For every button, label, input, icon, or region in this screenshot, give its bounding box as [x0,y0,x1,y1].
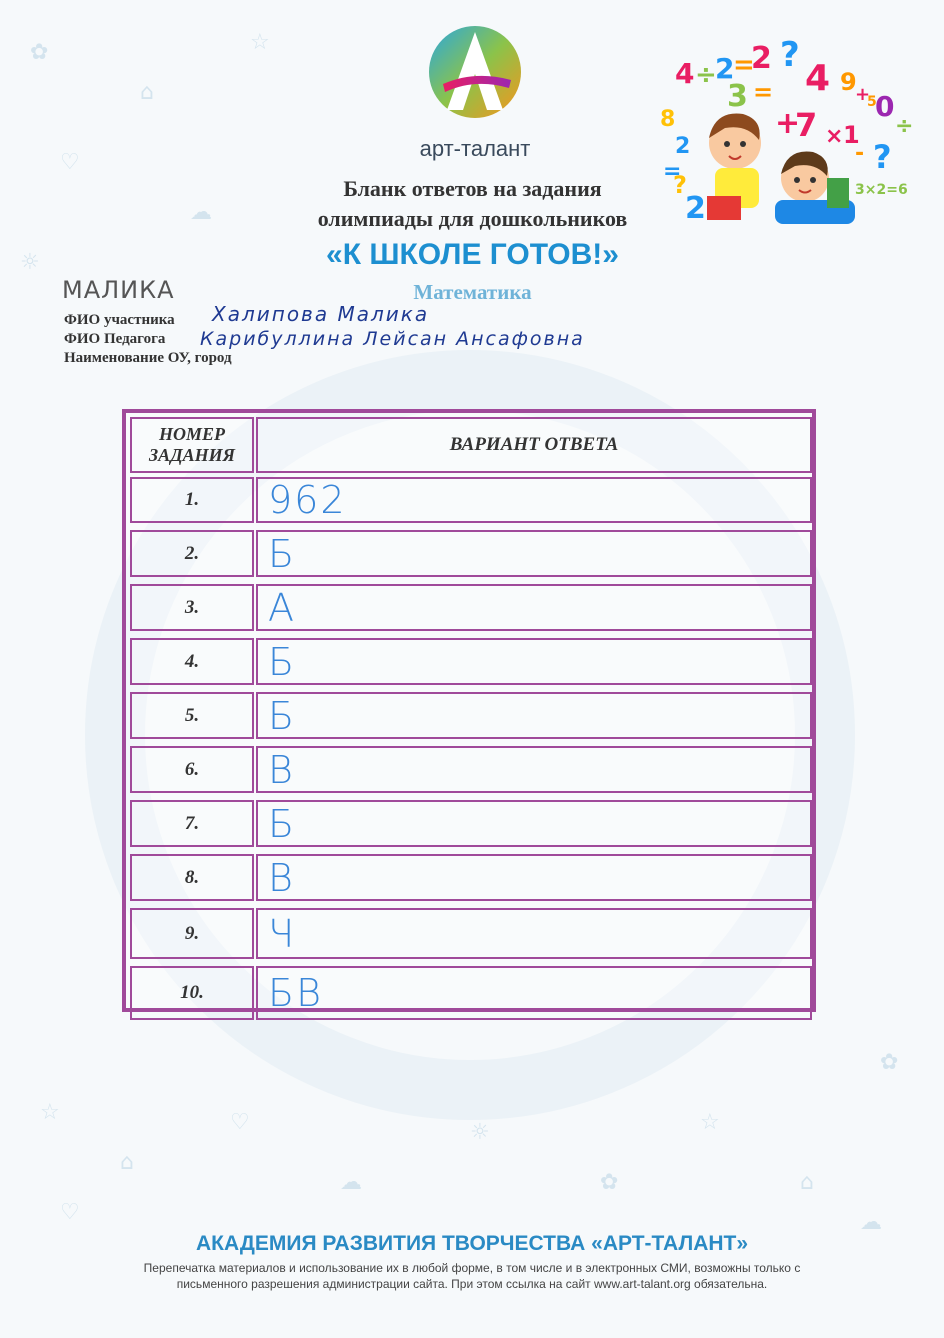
answer-cell: Б [256,530,812,577]
math-symbol: ÷ [895,114,914,139]
flower-doodle-icon: ✿ [600,1170,619,1195]
math-kids-illustration [655,28,920,233]
house-doodle-icon: ⌂ [140,80,154,105]
task-number-cell: 2. [130,530,254,577]
math-symbol: - [855,141,865,166]
form-title-line2: олимпиады для дошкольников [317,206,628,231]
footer-copyright-note [95,1260,849,1292]
answer-cell: Б [256,638,812,685]
school-label: Наименование ОУ, город [64,350,232,366]
star-doodle-icon: ☆ [250,30,270,55]
house-doodle-icon: ⌂ [800,1170,814,1195]
footer-note-line2: письменного разрешения администрации сайта. При этом ссылка на сайт www.art-talant.org обязательна. [176,1277,768,1291]
math-symbol: 2 [675,134,691,159]
math-symbol: 9 [840,68,857,96]
participant-nickname: МАЛИКА [62,276,175,304]
task-number-cell: 3. [130,584,254,631]
answer-cell: В [256,746,812,793]
math-symbol: 3×2=6 [855,182,908,198]
form-title-line1: Бланк ответов на задания [343,176,602,201]
flower-doodle-icon: ✿ [880,1050,899,1075]
answer-table [122,409,816,1015]
heart-doodle-icon: ♡ [60,1200,80,1225]
task-number-cell: 1. [130,477,254,523]
column-header-answer: ВАРИАНТ ОТВЕТА [256,417,812,473]
answer-cell: Б [256,800,812,847]
math-symbol: ? [873,138,892,176]
math-symbol: 4 [675,57,695,90]
sun-doodle-icon: ☼ [20,250,40,275]
star-doodle-icon: ☆ [700,1110,720,1135]
math-symbol: 2 [715,52,735,85]
math-symbol: 8 [660,107,676,132]
answer-cell: БВ [256,966,812,1020]
sun-doodle-icon: ☼ [470,1120,490,1145]
math-symbol: ? [673,171,687,199]
math-symbol: 4 [805,58,831,99]
math-symbol: × [825,124,844,149]
math-symbol: ? [780,35,800,75]
math-symbol: + [775,106,801,141]
math-symbol: = [663,159,682,184]
cloud-doodle-icon: ☁ [190,200,212,225]
answer-cell: 962 [256,477,812,523]
math-symbol: 5 [867,94,877,110]
subject-title: Математика [413,280,532,304]
art-talant-logo-icon [425,22,525,122]
heart-doodle-icon: ♡ [230,1110,250,1135]
footer-academy-title: АКАДЕМИЯ РАЗВИТИЯ ТВОРЧЕСТВА «АРТ-ТАЛАНТ» [195,1232,749,1255]
house-doodle-icon: ⌂ [120,1150,134,1175]
teacher-name-label: ФИО Педагога [64,331,166,347]
participant-name-value: Халипова Малика [212,302,430,326]
answer-cell: А [256,584,812,631]
logo-wordmark: арт-талант [419,136,531,161]
task-number-cell: 4. [130,638,254,685]
task-number-cell: 7. [130,800,254,847]
math-symbol: + [855,84,871,105]
math-symbol: = [733,50,755,80]
task-number-cell: 8. [130,854,254,901]
task-number-cell: 6. [130,746,254,793]
heart-doodle-icon: ♡ [60,150,80,175]
cloud-doodle-icon: ☁ [340,1170,362,1195]
task-number-cell: 9. [130,908,254,959]
math-symbol: ÷ [695,60,717,90]
olympiad-title: «К ШКОЛЕ ГОТОВ!» [326,238,619,271]
cloud-doodle-icon: ☁ [860,1210,882,1235]
answer-cell: Ч [256,908,812,959]
teacher-name-value: Карибуллина Лейсан Ансафовна [200,328,585,350]
answer-cell: В [256,854,812,901]
flower-doodle-icon: ✿ [30,40,49,65]
math-symbol: 7 [795,106,818,144]
footer-note-line1: Перепечатка материалов и использование их в любой форме, в том числе и в электронных СМИ, возможны только с [143,1261,801,1275]
math-symbol: 2 [751,41,772,76]
math-symbol: 0 [875,90,895,123]
math-symbol: 2 [685,191,706,226]
math-symbol: = [753,78,774,106]
task-number-cell: 10. [130,966,254,1020]
math-symbol: 1 [843,121,860,149]
star-doodle-icon: ☆ [40,1100,60,1125]
task-number-cell: 5. [130,692,254,739]
column-header-number: НОМЕР ЗАДАНИЯ [130,417,254,473]
math-symbol: 3 [727,79,748,114]
answer-cell: Б [256,692,812,739]
participant-name-label: ФИО участника [64,312,175,328]
